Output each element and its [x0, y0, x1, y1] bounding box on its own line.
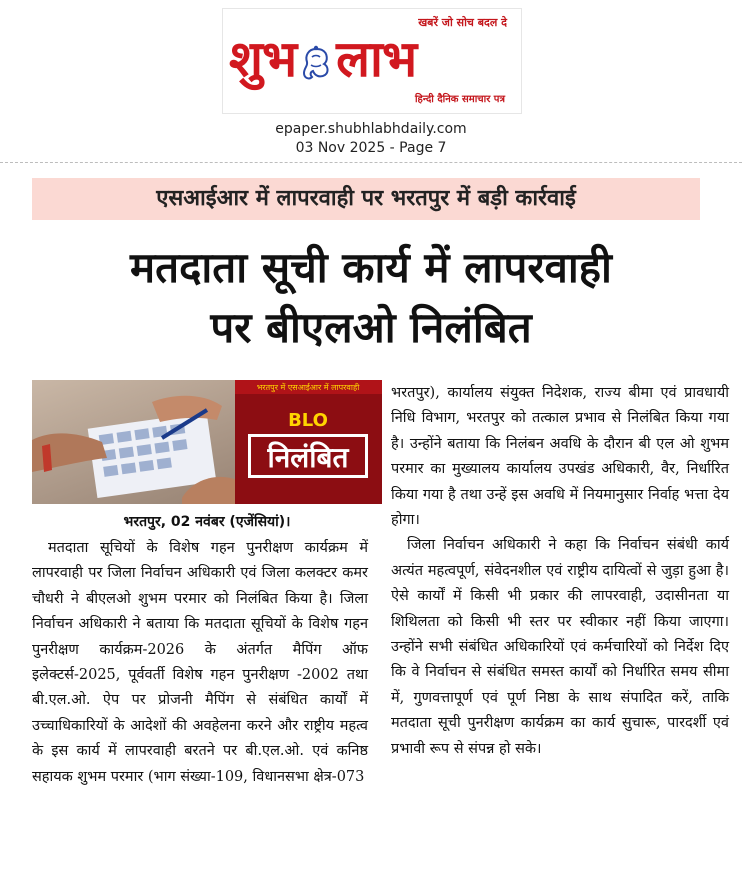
headline-line-2: पर बीएलओ निलंबित [210, 303, 532, 352]
article-column-left [32, 536, 368, 790]
kicker-headline: एसआईआर में लापरवाही पर भरतपुर में बड़ी कार्रवाई [32, 178, 700, 220]
main-headline [0, 238, 742, 358]
newspaper-logo[interactable] [229, 29, 416, 89]
article-column-right [391, 381, 729, 762]
right-paragraph-1: भरतपुर), कार्यालय संयुक्त निदेशक, राज्य बीमा एवं प्रावधायी निधि विभाग, भरतपुर को तत्काल प्रभाव से निलंबित किया गया है। उन्होंने बताया कि निलंबन अवधि के दौरान बी एल ओ शुभम परमार का मुख्यालय कार्यालय उपखंड अधिकारी, वैर, निर्धारित किया गया है तथा उन्हें इस अवधि में नियमानुसार निर्वाह भत्ता देय होगा। [391, 385, 729, 529]
header-divider [0, 162, 742, 163]
left-paragraph-1: मतदाता सूचियों के विशेष गहन पुनरीक्षण कार्यक्रम में लापरवाही पर जिला निर्वाचन अधिकारी एवं जिला कलक्टर कमर चौधरी ने बीएलओ शुभम परमार को निलंबित किया है। जिला निर्वाचन अधिकारी ने बताया कि मतदाता सूचियों के विशेष गहन पुनरीक्षण कार्यक्रम-2026 के अंतर्गत मैपिंग ऑफ इलेक्टर्स-2025, पूर्ववर्ती विशेष गहन पुनरीक्षण -2002 तथा बी.एल.ओ. ऐप पर प्रोजनी मैपिंग से संबंधित कार्यों में उच्चाधिकारियों के आदेशों की अवहेलना करने और राष्ट्रीय महत्व के इस कार्य में लापरवाही बरतने पर बी.एल.ओ. एवं कनिष्ठ सहायक शुभम परमार (भाग संख्या-109, विधानसभा क्षेत्र-073 [32, 540, 368, 785]
epaper-url[interactable]: epaper.shubhlabhdaily.com [275, 121, 467, 137]
logo-text-right: लाभ [336, 30, 417, 88]
right-paragraph-2: जिला निर्वाचन अधिकारी ने कहा कि निर्वाचन संबंधी कार्य अत्यंत महत्वपूर्ण, संवेदनशील एवं राष्ट्रीय दायित्वों से जुड़ा हुआ है। ऐसे कार्यों में किसी भी प्रकार की लापरवाही, उदासीनता या शिथिलता को किसी भी स्तर पर स्वीकार नहीं किया जाएगा। उन्होंने सभी संबंधित अधिकारियों एवं कर्मचारियों को निर्देश दिए कि वे निर्वाचन से संबंधित समस्त कार्यों को निर्धारित समय सीमा में, गुणवत्तापूर्ण एवं पूर्ण निष्ठा के साथ संपादित करें, ताकि मतदाता सूची पुनरीक्षण कार्यक्रम का कार्य सुचारू, पारदर्शी एवं प्रभावी रूप से संपन्न हो सके। [391, 537, 729, 757]
logo-text-left: शुभ [229, 30, 297, 88]
article-photo [32, 380, 382, 504]
edition-date-page: 03 Nov 2025 - Page 7 [295, 140, 447, 156]
masthead-tagline: खबरें जो सोच बदल दे [418, 16, 507, 29]
masthead-subtag: हिन्दी दैनिक समाचार पत्र [414, 94, 505, 105]
headline-line-1: मतदाता सूची कार्य में लापरवाही [130, 243, 612, 292]
photo-illustration [32, 380, 382, 504]
ganesha-icon [298, 43, 334, 83]
photo-label-big: निलंबित [267, 441, 349, 474]
photo-label-small: BLO [288, 410, 328, 431]
dateline: भरतपुर, 02 नवंबर (एजेंसियां)। [123, 514, 291, 530]
masthead [222, 8, 522, 114]
photo-banner-text: भरतपुर में एसआईआर में लापरवाही [256, 383, 360, 392]
